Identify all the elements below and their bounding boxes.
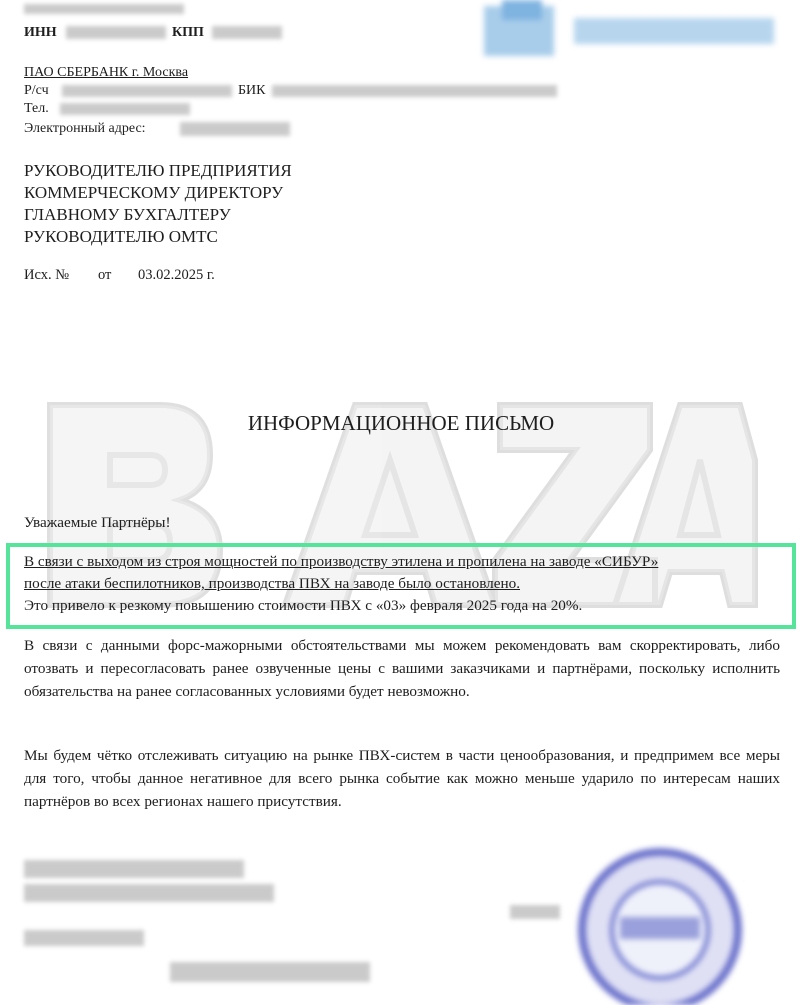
bik-label: БИК <box>238 83 266 98</box>
greeting: Уважаемые Партнёры! <box>24 514 171 531</box>
signature-redacted-5 <box>510 905 560 919</box>
outgoing-prefix: Исх. № <box>24 267 70 283</box>
signature-redacted-4 <box>170 962 370 982</box>
recipient-4: РУКОВОДИТЕЛЮ ОМТС <box>24 227 218 246</box>
outgoing-date: 03.02.2025 г. <box>138 267 215 283</box>
kpp-label: КПП <box>172 25 204 40</box>
kpp-redacted <box>212 26 282 39</box>
account-redacted <box>62 85 232 97</box>
account-label: Р/сч <box>24 83 49 98</box>
highlighted-line-3: Это привело к резкому повышению стоимости ПВХ с «03» февраля 2025 года на 20%. <box>24 597 583 614</box>
highlighted-line-2: после атаки беспилотников, производства ПВХ на заводе было остановлено. <box>24 575 521 592</box>
signature-redacted-2 <box>24 884 274 902</box>
phone-label: Тел. <box>24 101 49 116</box>
phone-redacted <box>60 103 190 115</box>
company-logo <box>484 0 784 60</box>
signature-redacted-3 <box>24 930 144 946</box>
letter-title: ИНФОРМАЦИОННОЕ ПИСЬМО <box>247 411 555 435</box>
bank-line: ПАО СБЕРБАНК г. Москва <box>24 65 189 80</box>
recipient-3: ГЛАВНОМУ БУХГАЛТЕРУ <box>24 205 231 224</box>
bik-redacted <box>272 85 557 97</box>
outgoing-date-prefix: от <box>98 267 112 283</box>
email-label: Электронный адрес: <box>24 121 146 136</box>
company-stamp <box>560 835 760 1005</box>
inn-redacted <box>66 26 166 39</box>
recipient-1: РУКОВОДИТЕЛЮ ПРЕДПРИЯТИЯ <box>24 161 292 180</box>
paragraph-monitoring: Мы будем чётко отслеживать ситуацию на рынке ПВХ-систем в части ценообразования, и предпримем все меры для того, чтобы данное негативное для всего рынка событие как можно меньше ударило по интересам наших партнёров во всех регионах нашего присутствия. <box>24 747 780 810</box>
email-redacted <box>180 122 290 136</box>
inn-label: ИНН <box>24 25 57 40</box>
paragraph-force-majeure: В связи с данными форс-мажорными обстоятельствами мы можем рекомендовать вам скорректировать, либо отозвать и пересогласовать ранее озвученные цены с вашими заказчиками и партнёрами, поскольку исполнить обязательства на ранее согласованных условиями будет невозможно. <box>24 637 780 700</box>
top-redacted <box>24 4 184 14</box>
signature-redacted-1 <box>24 860 244 878</box>
recipient-2: КОММЕРЧЕСКОМУ ДИРЕКТОРУ <box>24 183 284 202</box>
highlighted-line-1: В связи с выходом из строя мощностей по производству этилена и пропилена на заводе «СИБУР» <box>24 553 659 570</box>
